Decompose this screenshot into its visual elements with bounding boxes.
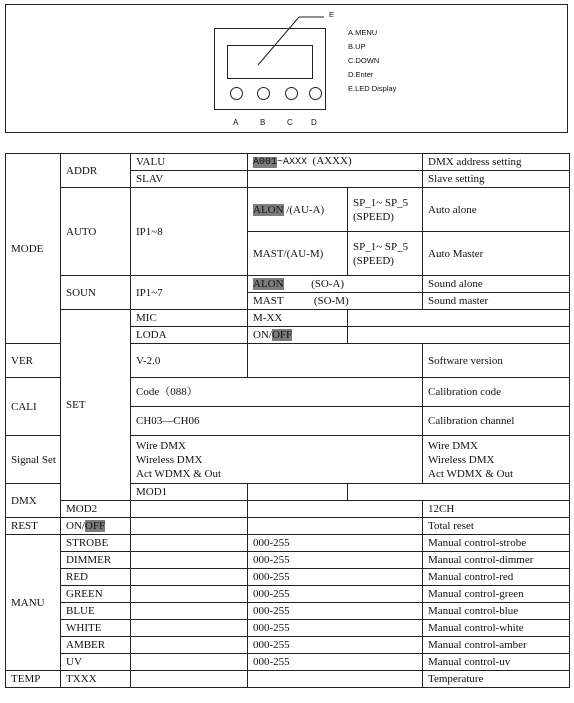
ver-value: V-2.0 bbox=[131, 344, 248, 378]
down-button[interactable] bbox=[285, 87, 298, 100]
button-letter-a: A bbox=[233, 118, 239, 127]
manu-desc: Manual control-blue bbox=[423, 603, 570, 620]
auto-alon-speed bbox=[348, 188, 423, 232]
signal-options bbox=[131, 436, 423, 484]
cali-channels: CH03—CH06 bbox=[131, 407, 423, 436]
temp-desc: Temperature bbox=[423, 671, 570, 688]
manu-desc: Manual control-uv bbox=[423, 654, 570, 671]
soun-mast-label: MAST bbox=[253, 295, 284, 307]
group-dmx: DMX bbox=[6, 484, 61, 518]
empty-cell bbox=[131, 637, 248, 654]
mic-value: M-XX bbox=[248, 310, 348, 327]
auto-mast: MAST/(AU-M) bbox=[248, 232, 348, 276]
addr-range-alt: (AXXX) bbox=[312, 155, 352, 167]
item-auto: AUTO bbox=[61, 188, 131, 276]
table-row bbox=[6, 569, 570, 586]
led-display bbox=[227, 45, 313, 79]
manu-label: GREEN bbox=[61, 586, 131, 603]
cali-code: Code（088） bbox=[131, 378, 423, 407]
rest-value bbox=[61, 518, 131, 535]
empty-cell bbox=[248, 518, 423, 535]
group-manu: MANU bbox=[6, 535, 61, 671]
manu-label: STROBE bbox=[61, 535, 131, 552]
item-cali: CALI bbox=[6, 378, 61, 436]
empty-cell bbox=[131, 671, 248, 688]
manu-desc: Manual control-green bbox=[423, 586, 570, 603]
enter-button[interactable] bbox=[309, 87, 322, 100]
item-signal-set: Signal Set bbox=[6, 436, 61, 484]
menu-button[interactable] bbox=[230, 87, 243, 100]
soun-alon-highlight: ALON bbox=[253, 278, 284, 290]
addr-valu: VALU bbox=[131, 154, 248, 171]
manu-label: BLUE bbox=[61, 603, 131, 620]
signal-desc bbox=[423, 436, 570, 484]
empty-cell bbox=[131, 552, 248, 569]
auto-mast-speed bbox=[348, 232, 423, 276]
manu-range: 000-255 bbox=[248, 654, 423, 671]
rest-desc: Total reset bbox=[423, 518, 570, 535]
legend-led-display: E.LED Display bbox=[348, 84, 397, 93]
item-mic: MIC bbox=[131, 310, 248, 327]
table-row bbox=[6, 671, 570, 688]
button-letter-c: C bbox=[287, 118, 293, 127]
table-row bbox=[6, 637, 570, 654]
manu-desc: Manual control-strobe bbox=[423, 535, 570, 552]
empty-cell bbox=[248, 501, 423, 518]
empty-cell bbox=[248, 171, 423, 188]
cali-channels-desc: Calibration channel bbox=[423, 407, 570, 436]
soun-mast-code: (SO-M) bbox=[313, 295, 349, 307]
item-loda: LODA bbox=[131, 327, 248, 344]
addr-valu-desc: DMX address setting bbox=[423, 154, 570, 171]
group-mode: MODE bbox=[6, 154, 61, 344]
rest-value-on: ON/ bbox=[66, 520, 85, 532]
button-letter-b: B bbox=[260, 118, 266, 127]
item-mod2: MOD2 bbox=[61, 501, 131, 518]
manu-desc: Manual control-dimmer bbox=[423, 552, 570, 569]
soun-alon-desc: Sound alone bbox=[423, 276, 570, 293]
group-temp: TEMP bbox=[6, 671, 61, 688]
table-row bbox=[6, 154, 570, 171]
item-soun: SOUN bbox=[61, 276, 131, 310]
auto-program: IP1~8 bbox=[131, 188, 248, 276]
table-row bbox=[6, 603, 570, 620]
empty-cell bbox=[131, 569, 248, 586]
loda-value bbox=[248, 327, 348, 344]
mod2-desc: 12CH bbox=[423, 501, 570, 518]
device-front-panel bbox=[214, 28, 326, 110]
table-row bbox=[6, 654, 570, 671]
speed-range: SP_1~ SP_5 bbox=[353, 196, 409, 209]
manu-range: 000-255 bbox=[248, 620, 423, 637]
auto-mast-desc: Auto Master bbox=[423, 232, 570, 276]
empty-cell bbox=[348, 310, 570, 327]
signal-desc-line: Wireless DMX bbox=[428, 453, 495, 466]
table-row bbox=[6, 518, 570, 535]
auto-alon bbox=[248, 188, 348, 232]
manu-desc: Manual control-red bbox=[423, 569, 570, 586]
empty-cell bbox=[131, 535, 248, 552]
manu-label: AMBER bbox=[61, 637, 131, 654]
empty-cell bbox=[131, 654, 248, 671]
auto-alon-code: /(AU-A) bbox=[286, 203, 325, 216]
signal-option: Wireless DMX bbox=[136, 453, 203, 466]
soun-mast bbox=[248, 293, 423, 310]
auto-alon-highlight: ALON bbox=[253, 203, 284, 216]
soun-mast-desc: Sound master bbox=[423, 293, 570, 310]
manu-range: 000-255 bbox=[248, 552, 423, 569]
item-mod1: MOD1 bbox=[131, 484, 248, 501]
legend-menu: A.MENU bbox=[348, 28, 378, 37]
up-button[interactable] bbox=[257, 87, 270, 100]
item-addr: ADDR bbox=[61, 154, 131, 188]
speed-note: (SPEED) bbox=[353, 254, 394, 267]
loda-value-off: OFF bbox=[271, 329, 293, 341]
manu-label: RED bbox=[61, 569, 131, 586]
soun-alon bbox=[248, 276, 423, 293]
cali-code-desc: Calibration code bbox=[423, 378, 570, 407]
empty-cell bbox=[348, 484, 570, 501]
table-row bbox=[6, 310, 570, 327]
button-letter-d: D bbox=[311, 118, 317, 127]
control-panel-diagram bbox=[5, 4, 568, 133]
empty-cell bbox=[131, 603, 248, 620]
table-row bbox=[6, 188, 570, 232]
manu-label: WHITE bbox=[61, 620, 131, 637]
signal-desc-line: Wire DMX bbox=[428, 439, 478, 452]
legend-down: C.DOWN bbox=[348, 56, 380, 65]
empty-cell bbox=[248, 344, 423, 378]
manu-desc: Manual control-white bbox=[423, 620, 570, 637]
table-row bbox=[6, 276, 570, 293]
empty-cell bbox=[131, 620, 248, 637]
addr-range bbox=[248, 154, 423, 171]
addr-range-rest: ~AXXX bbox=[277, 157, 308, 168]
manu-label: DIMMER bbox=[61, 552, 131, 569]
table-row bbox=[6, 552, 570, 569]
speed-range: SP_1~ SP_5 bbox=[353, 240, 409, 253]
empty-cell bbox=[131, 501, 248, 518]
loda-value-on: ON/ bbox=[253, 329, 272, 341]
rest-value-off: OFF bbox=[84, 520, 106, 532]
soun-program: IP1~7 bbox=[131, 276, 248, 310]
signal-desc-line: Act WDMX & Out bbox=[428, 467, 514, 480]
item-ver: VER bbox=[6, 344, 61, 378]
manu-range: 000-255 bbox=[248, 535, 423, 552]
empty-cell bbox=[348, 327, 570, 344]
legend-enter: D.Enter bbox=[348, 70, 374, 79]
table-row bbox=[6, 501, 570, 518]
legend-up: B.UP bbox=[348, 42, 366, 51]
signal-option: Wire DMX bbox=[136, 439, 186, 452]
callout-label-e: E bbox=[329, 10, 335, 19]
table-row bbox=[6, 586, 570, 603]
addr-slav-desc: Slave setting bbox=[423, 171, 570, 188]
manu-range: 000-255 bbox=[248, 603, 423, 620]
auto-alon-desc: Auto alone bbox=[423, 188, 570, 232]
manu-label: UV bbox=[61, 654, 131, 671]
manu-range: 000-255 bbox=[248, 569, 423, 586]
speed-note: (SPEED) bbox=[353, 210, 394, 223]
empty-cell bbox=[248, 671, 423, 688]
ver-desc: Software version bbox=[423, 344, 570, 378]
signal-option: Act WDMX & Out bbox=[136, 467, 222, 480]
addr-slav: SLAV bbox=[131, 171, 248, 188]
item-txxx: TXXX bbox=[61, 671, 131, 688]
manu-desc: Manual control-amber bbox=[423, 637, 570, 654]
table-row bbox=[6, 535, 570, 552]
addr-range-highlight: A001 bbox=[253, 157, 278, 168]
empty-cell bbox=[248, 484, 348, 501]
group-rest: REST bbox=[6, 518, 61, 535]
soun-alon-code: (SO-A) bbox=[311, 278, 345, 290]
empty-cell bbox=[131, 586, 248, 603]
manu-range: 000-255 bbox=[248, 586, 423, 603]
empty-cell bbox=[131, 518, 248, 535]
table-row bbox=[6, 620, 570, 637]
group-set: SET bbox=[61, 310, 131, 501]
menu-structure-table bbox=[5, 153, 570, 688]
manu-range: 000-255 bbox=[248, 637, 423, 654]
